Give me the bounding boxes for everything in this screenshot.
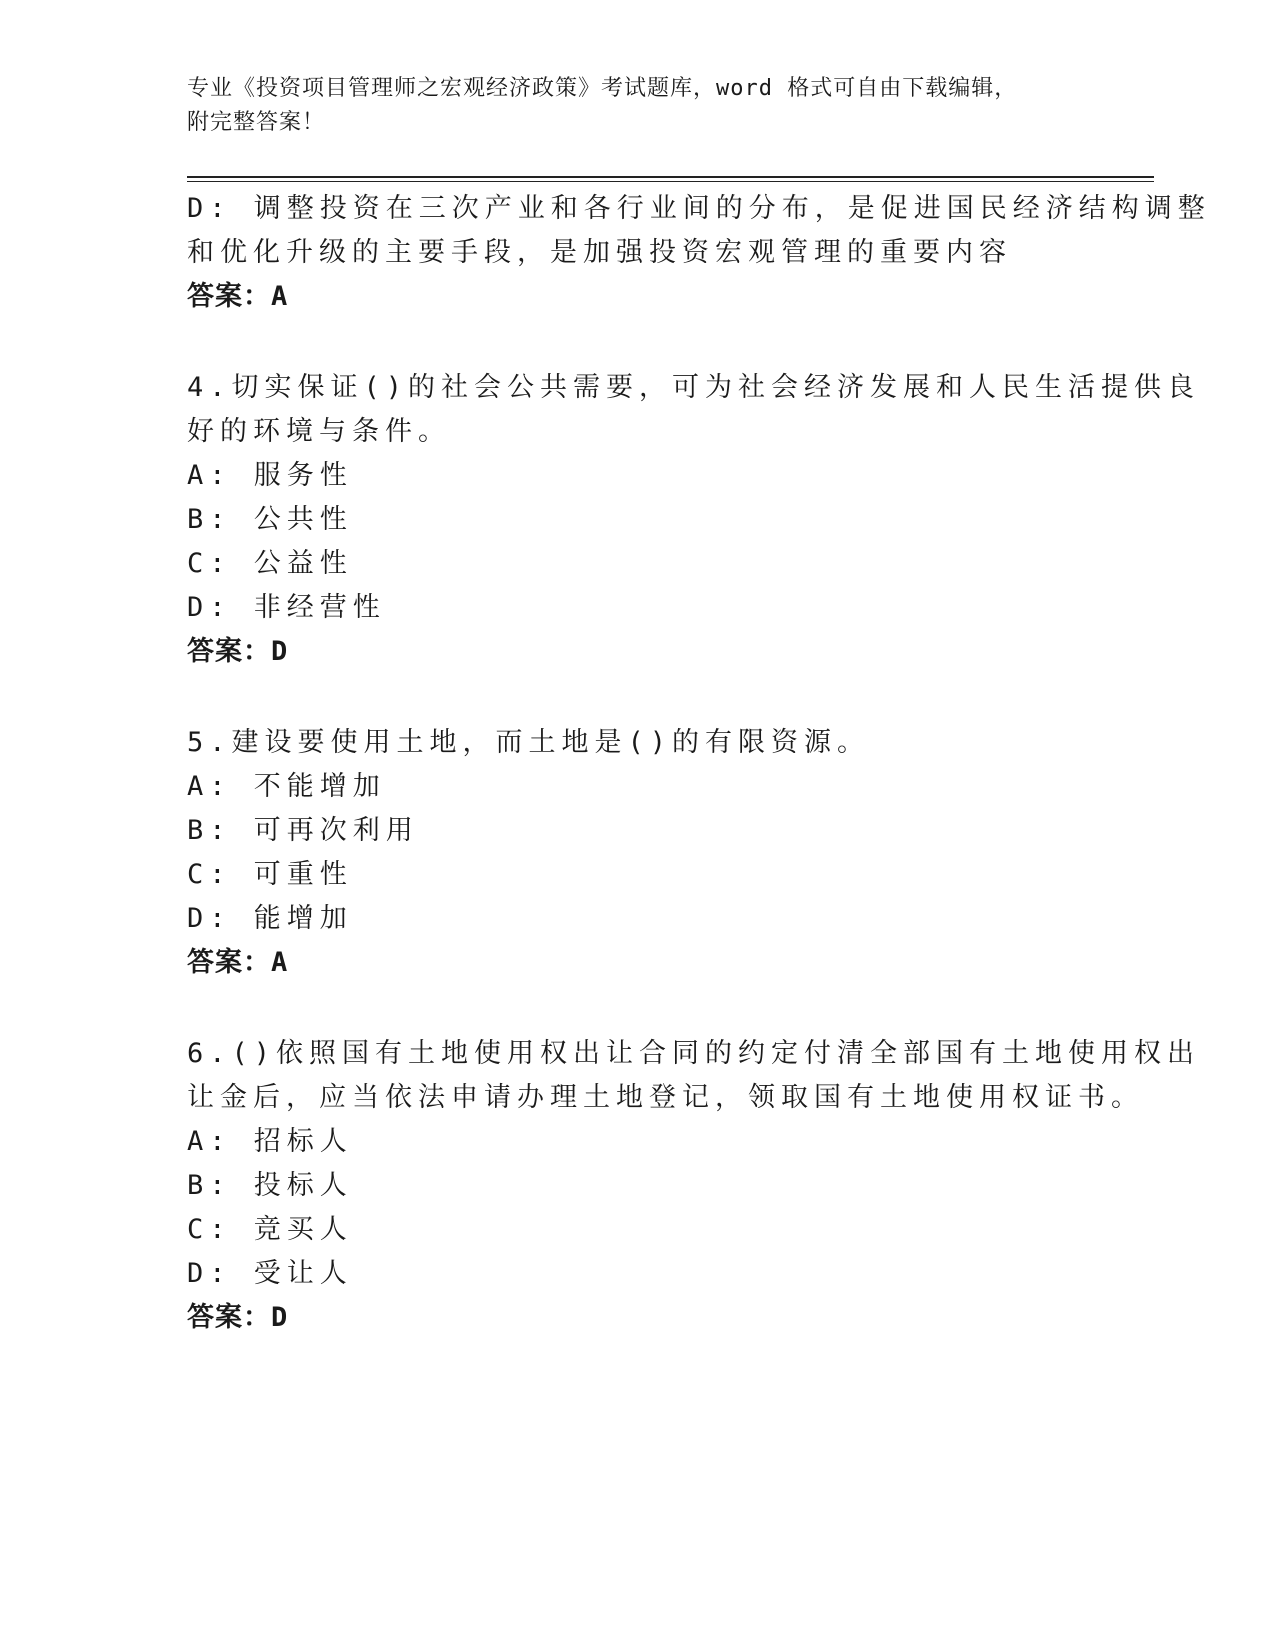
question-4: [187, 366, 1201, 674]
answer-line: 答案：A: [187, 281, 289, 312]
document-header: [187, 72, 1077, 140]
spacer: [187, 319, 1087, 366]
option-c: C: 可重性: [187, 859, 353, 890]
spacer: [187, 674, 1087, 721]
question-stem-line-2: 让金后，应当依法申请办理土地登记，领取国有土地使用权证书。: [187, 1082, 1144, 1113]
question-stem-line-1: 4.切实保证()的社会公共需要，可为社会经济发展和人民生活提供良: [187, 372, 1201, 403]
question-3-tail: [187, 187, 1211, 319]
option-d: D: 能增加: [187, 903, 353, 934]
option-c: C: 公益性: [187, 548, 353, 579]
option-a: A: 服务性: [187, 460, 353, 491]
answer-line: 答案：D: [187, 636, 289, 667]
question-list: [187, 187, 1211, 1340]
spacer: [187, 985, 1087, 1032]
header-rule-thick: [187, 176, 1154, 178]
question-5: [187, 721, 1087, 985]
answer-line: 答案：A: [187, 947, 289, 978]
header-line-2: 附完整答案！: [187, 110, 326, 135]
option-a: A: 不能增加: [187, 771, 386, 802]
header-rule-thin: [187, 181, 1154, 182]
question-stem-line-1: 6.()依照国有土地使用权出让合同的约定付清全部国有土地使用权出: [187, 1038, 1201, 1069]
question-stem-line-2: 好的环境与条件。: [187, 416, 451, 447]
option-d-line-1: D: 调整投资在三次产业和各行业间的分布，是促进国民经济结构调整: [187, 193, 1211, 224]
option-d: D: 受让人: [187, 1258, 353, 1289]
option-b: B: 可再次利用: [187, 815, 419, 846]
header-line-1: 专业《投资项目管理师之宏观经济政策》考试题库，word 格式可自由下载编辑，: [187, 76, 1018, 101]
option-d-line-2: 和优化升级的主要手段，是加强投资宏观管理的重要内容: [187, 237, 1012, 268]
question-6: [187, 1032, 1201, 1340]
question-stem-line-1: 5.建设要使用土地，而土地是()的有限资源。: [187, 727, 871, 758]
option-b: B: 投标人: [187, 1170, 353, 1201]
option-a: A: 招标人: [187, 1126, 353, 1157]
answer-line: 答案：D: [187, 1302, 289, 1333]
option-d: D: 非经营性: [187, 592, 386, 623]
option-b: B: 公共性: [187, 504, 353, 535]
option-c: C: 竞买人: [187, 1214, 353, 1245]
